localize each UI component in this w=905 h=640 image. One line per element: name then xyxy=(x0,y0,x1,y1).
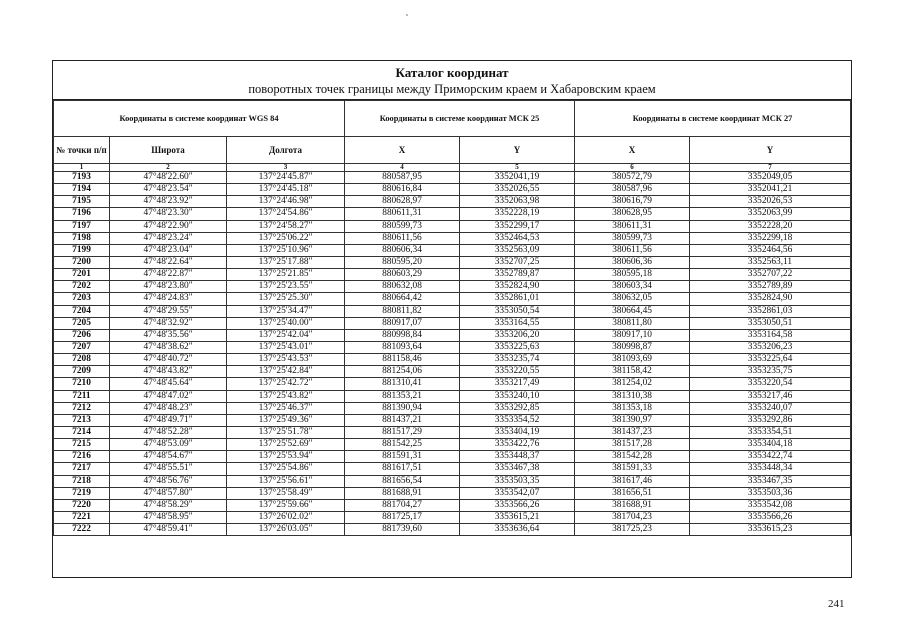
point-number-cell: 7213 xyxy=(54,414,110,426)
table-row xyxy=(54,524,851,536)
x-msk25-cell: 880811,82 xyxy=(345,305,460,317)
catalog-title-block xyxy=(53,61,851,100)
point-number-cell: 7221 xyxy=(54,511,110,523)
longitude-cell: 137°25'54.86" xyxy=(227,463,345,475)
x-msk27-cell: 381617,46 xyxy=(575,475,690,487)
table-row xyxy=(54,451,851,463)
latitude-cell: 47°48'58.95" xyxy=(110,511,227,523)
table-row xyxy=(54,256,851,268)
header-y-msk27: Y xyxy=(690,137,851,164)
column-number: 6 xyxy=(575,164,690,172)
longitude-cell: 137°24'45.87" xyxy=(227,172,345,184)
x-msk25-cell: 880587,95 xyxy=(345,172,460,184)
y-msk27-cell: 3353542,08 xyxy=(690,499,851,511)
y-msk27-cell: 3353225,64 xyxy=(690,354,851,366)
latitude-cell: 47°48'23.04" xyxy=(110,244,227,256)
longitude-cell: 137°24'54.86" xyxy=(227,208,345,220)
x-msk25-cell: 880599,73 xyxy=(345,220,460,232)
y-msk27-cell: 3352063,99 xyxy=(690,208,851,220)
latitude-cell: 47°48'38.62" xyxy=(110,341,227,353)
x-msk25-cell: 880606,34 xyxy=(345,244,460,256)
table-row xyxy=(54,269,851,281)
y-msk27-cell: 3352041,21 xyxy=(690,184,851,196)
x-msk27-cell: 380628,95 xyxy=(575,208,690,220)
x-msk25-cell: 881254,06 xyxy=(345,366,460,378)
y-msk27-cell: 3352026,53 xyxy=(690,196,851,208)
longitude-cell: 137°25'43.82" xyxy=(227,390,345,402)
column-number: 3 xyxy=(227,164,345,172)
x-msk25-cell: 880628,97 xyxy=(345,196,460,208)
x-msk27-cell: 381437,23 xyxy=(575,426,690,438)
y-msk25-cell: 3353566,26 xyxy=(460,499,575,511)
y-msk27-cell: 3353615,23 xyxy=(690,524,851,536)
x-msk27-cell: 381390,97 xyxy=(575,414,690,426)
point-number-cell: 7220 xyxy=(54,499,110,511)
x-msk25-cell: 881437,21 xyxy=(345,414,460,426)
y-msk25-cell: 3353448,37 xyxy=(460,451,575,463)
point-number-cell: 7218 xyxy=(54,475,110,487)
table-row xyxy=(54,366,851,378)
table-row xyxy=(54,378,851,390)
x-msk25-cell: 880611,31 xyxy=(345,208,460,220)
y-msk25-cell: 3353220,55 xyxy=(460,366,575,378)
y-msk25-cell: 3353503,35 xyxy=(460,475,575,487)
x-msk25-cell: 881739,60 xyxy=(345,524,460,536)
x-msk27-cell: 380611,31 xyxy=(575,220,690,232)
point-number-cell: 7210 xyxy=(54,378,110,390)
longitude-cell: 137°25'21.85" xyxy=(227,269,345,281)
y-msk27-cell: 3352049,05 xyxy=(690,172,851,184)
header-group-msk25: Координаты в системе координат МСК 25 xyxy=(345,101,575,137)
latitude-cell: 47°48'58.29" xyxy=(110,499,227,511)
table-row xyxy=(54,317,851,329)
column-number: 7 xyxy=(690,164,851,172)
latitude-cell: 47°48'23.80" xyxy=(110,281,227,293)
longitude-cell: 137°24'58.27" xyxy=(227,220,345,232)
longitude-cell: 137°25'52.69" xyxy=(227,439,345,451)
x-msk25-cell: 881353,21 xyxy=(345,390,460,402)
point-number-cell: 7204 xyxy=(54,305,110,317)
point-number-cell: 7219 xyxy=(54,487,110,499)
x-msk25-cell: 880998,84 xyxy=(345,329,460,341)
y-msk27-cell: 3352464,56 xyxy=(690,244,851,256)
latitude-cell: 47°48'45.64" xyxy=(110,378,227,390)
y-msk27-cell: 3353050,51 xyxy=(690,317,851,329)
longitude-cell: 137°25'42.84" xyxy=(227,366,345,378)
point-number-cell: 7194 xyxy=(54,184,110,196)
latitude-cell: 47°48'59.41" xyxy=(110,524,227,536)
y-msk27-cell: 3353292,86 xyxy=(690,414,851,426)
latitude-cell: 47°48'47.02" xyxy=(110,390,227,402)
header-group-wgs84: Координаты в системе координат WGS 84 xyxy=(54,101,345,137)
y-msk27-cell: 3353220,54 xyxy=(690,378,851,390)
y-msk25-cell: 3352026,55 xyxy=(460,184,575,196)
x-msk27-cell: 380998,87 xyxy=(575,341,690,353)
table-row xyxy=(54,196,851,208)
longitude-cell: 137°25'17.88" xyxy=(227,256,345,268)
y-msk25-cell: 3352707,25 xyxy=(460,256,575,268)
y-msk25-cell: 3353235,74 xyxy=(460,354,575,366)
column-number: 2 xyxy=(110,164,227,172)
y-msk25-cell: 3353615,21 xyxy=(460,511,575,523)
header-latitude: Широта xyxy=(110,137,227,164)
y-msk25-cell: 3353354,52 xyxy=(460,414,575,426)
x-msk27-cell: 380603,34 xyxy=(575,281,690,293)
catalog-subtitle: поворотных точек границы между Приморским краем и Хабаровским краем xyxy=(248,82,656,96)
longitude-cell: 137°24'46.98" xyxy=(227,196,345,208)
x-msk25-cell: 881390,94 xyxy=(345,402,460,414)
y-msk27-cell: 3353240,07 xyxy=(690,402,851,414)
coordinate-catalog xyxy=(52,60,852,578)
longitude-cell: 137°25'42.72" xyxy=(227,378,345,390)
point-number-cell: 7209 xyxy=(54,366,110,378)
longitude-cell: 137°25'56.61" xyxy=(227,475,345,487)
x-msk27-cell: 381591,33 xyxy=(575,463,690,475)
x-msk27-cell: 380587,96 xyxy=(575,184,690,196)
column-number: 4 xyxy=(345,164,460,172)
latitude-cell: 47°48'52.28" xyxy=(110,426,227,438)
point-number-cell: 7197 xyxy=(54,220,110,232)
latitude-cell: 47°48'22.64" xyxy=(110,256,227,268)
y-msk27-cell: 3352228,20 xyxy=(690,220,851,232)
point-number-cell: 7196 xyxy=(54,208,110,220)
x-msk27-cell: 380595,18 xyxy=(575,269,690,281)
point-number-cell: 7212 xyxy=(54,402,110,414)
latitude-cell: 47°48'22.90" xyxy=(110,220,227,232)
latitude-cell: 47°48'48.23" xyxy=(110,402,227,414)
table-row xyxy=(54,390,851,402)
table-row xyxy=(54,244,851,256)
point-number-cell: 7207 xyxy=(54,341,110,353)
longitude-cell: 137°26'03.05" xyxy=(227,524,345,536)
table-row xyxy=(54,341,851,353)
longitude-cell: 137°25'43.53" xyxy=(227,354,345,366)
y-msk27-cell: 3353206,23 xyxy=(690,341,851,353)
point-number-cell: 7199 xyxy=(54,244,110,256)
latitude-cell: 47°48'23.30" xyxy=(110,208,227,220)
point-number-cell: 7215 xyxy=(54,439,110,451)
y-msk25-cell: 3352861,01 xyxy=(460,293,575,305)
y-msk25-cell: 3353240,10 xyxy=(460,390,575,402)
table-row xyxy=(54,184,851,196)
x-msk25-cell: 880595,20 xyxy=(345,256,460,268)
longitude-cell: 137°26'02.02" xyxy=(227,511,345,523)
x-msk27-cell: 380917,10 xyxy=(575,329,690,341)
x-msk27-cell: 381517,28 xyxy=(575,439,690,451)
column-number-row xyxy=(54,164,851,172)
y-msk25-cell: 3353636,64 xyxy=(460,524,575,536)
latitude-cell: 47°48'29.55" xyxy=(110,305,227,317)
y-msk25-cell: 3353164,55 xyxy=(460,317,575,329)
x-msk27-cell: 380616,79 xyxy=(575,196,690,208)
longitude-cell: 137°25'51.78" xyxy=(227,426,345,438)
longitude-cell: 137°25'10.96" xyxy=(227,244,345,256)
y-msk25-cell: 3353467,38 xyxy=(460,463,575,475)
longitude-cell: 137°25'23.55" xyxy=(227,281,345,293)
latitude-cell: 47°48'53.09" xyxy=(110,439,227,451)
x-msk25-cell: 880616,84 xyxy=(345,184,460,196)
y-msk27-cell: 3353566,26 xyxy=(690,511,851,523)
y-msk25-cell: 3352299,17 xyxy=(460,220,575,232)
x-msk27-cell: 380572,79 xyxy=(575,172,690,184)
y-msk25-cell: 3352789,87 xyxy=(460,269,575,281)
point-number-cell: 7222 xyxy=(54,524,110,536)
column-number: 5 xyxy=(460,164,575,172)
header-longitude: Долгота xyxy=(227,137,345,164)
x-msk25-cell: 880917,07 xyxy=(345,317,460,329)
x-msk27-cell: 381254,02 xyxy=(575,378,690,390)
table-row xyxy=(54,354,851,366)
longitude-cell: 137°24'45.18" xyxy=(227,184,345,196)
x-msk27-cell: 381725,23 xyxy=(575,524,690,536)
x-msk25-cell: 881688,91 xyxy=(345,487,460,499)
page-number: 241 xyxy=(828,598,845,610)
latitude-cell: 47°48'32.92" xyxy=(110,317,227,329)
x-msk27-cell: 381158,42 xyxy=(575,366,690,378)
y-msk27-cell: 3353354,51 xyxy=(690,426,851,438)
point-number-cell: 7206 xyxy=(54,329,110,341)
y-msk25-cell: 3353225,63 xyxy=(460,341,575,353)
y-msk27-cell: 3352563,11 xyxy=(690,256,851,268)
latitude-cell: 47°48'35.56" xyxy=(110,329,227,341)
longitude-cell: 137°25'49.36" xyxy=(227,414,345,426)
y-msk25-cell: 3353422,76 xyxy=(460,439,575,451)
y-msk27-cell: 3353467,35 xyxy=(690,475,851,487)
x-msk25-cell: 881617,51 xyxy=(345,463,460,475)
y-msk27-cell: 3353503,36 xyxy=(690,487,851,499)
longitude-cell: 137°25'43.01" xyxy=(227,341,345,353)
table-row xyxy=(54,499,851,511)
longitude-cell: 137°25'58.49" xyxy=(227,487,345,499)
y-msk27-cell: 3352789,89 xyxy=(690,281,851,293)
table-row xyxy=(54,511,851,523)
point-number-cell: 7198 xyxy=(54,232,110,244)
y-msk27-cell: 3353164,58 xyxy=(690,329,851,341)
x-msk25-cell: 881517,29 xyxy=(345,426,460,438)
y-msk27-cell: 3352824,90 xyxy=(690,293,851,305)
x-msk25-cell: 880664,42 xyxy=(345,293,460,305)
table-row xyxy=(54,475,851,487)
y-msk25-cell: 3353050,54 xyxy=(460,305,575,317)
y-msk25-cell: 3353206,20 xyxy=(460,329,575,341)
table-row xyxy=(54,172,851,184)
y-msk27-cell: 3353448,34 xyxy=(690,463,851,475)
y-msk27-cell: 3353235,75 xyxy=(690,366,851,378)
table-row xyxy=(54,439,851,451)
x-msk25-cell: 880632,08 xyxy=(345,281,460,293)
header-x-msk25: X xyxy=(345,137,460,164)
x-msk25-cell: 881725,17 xyxy=(345,511,460,523)
latitude-cell: 47°48'22.60" xyxy=(110,172,227,184)
y-msk25-cell: 3352228,19 xyxy=(460,208,575,220)
y-msk27-cell: 3353404,18 xyxy=(690,439,851,451)
y-msk25-cell: 3352041,19 xyxy=(460,172,575,184)
point-number-cell: 7214 xyxy=(54,426,110,438)
y-msk27-cell: 3352707,22 xyxy=(690,269,851,281)
latitude-cell: 47°48'55.51" xyxy=(110,463,227,475)
latitude-cell: 47°48'22.87" xyxy=(110,269,227,281)
x-msk25-cell: 881591,31 xyxy=(345,451,460,463)
table-row xyxy=(54,220,851,232)
table-row xyxy=(54,487,851,499)
longitude-cell: 137°25'40.00" xyxy=(227,317,345,329)
x-msk25-cell: 880611,56 xyxy=(345,232,460,244)
latitude-cell: 47°48'49.71" xyxy=(110,414,227,426)
x-msk25-cell: 881656,54 xyxy=(345,475,460,487)
longitude-cell: 137°25'59.66" xyxy=(227,499,345,511)
point-number-cell: 7211 xyxy=(54,390,110,402)
x-msk25-cell: 881542,25 xyxy=(345,439,460,451)
x-msk27-cell: 381542,28 xyxy=(575,451,690,463)
x-msk25-cell: 881158,46 xyxy=(345,354,460,366)
x-msk27-cell: 380632,05 xyxy=(575,293,690,305)
y-msk25-cell: 3353217,49 xyxy=(460,378,575,390)
x-msk27-cell: 380811,80 xyxy=(575,317,690,329)
y-msk27-cell: 3352861,03 xyxy=(690,305,851,317)
latitude-cell: 47°48'54.67" xyxy=(110,451,227,463)
y-msk25-cell: 3353404,19 xyxy=(460,426,575,438)
table-row xyxy=(54,208,851,220)
coordinates-table xyxy=(53,100,851,536)
table-row xyxy=(54,414,851,426)
point-number-cell: 7200 xyxy=(54,256,110,268)
header-group-msk27: Координаты в системе координат МСК 27 xyxy=(575,101,851,137)
x-msk27-cell: 380599,73 xyxy=(575,232,690,244)
x-msk25-cell: 880603,29 xyxy=(345,269,460,281)
catalog-title: Каталог координат xyxy=(395,65,509,80)
latitude-cell: 47°48'23.24" xyxy=(110,232,227,244)
y-msk25-cell: 3353292,85 xyxy=(460,402,575,414)
point-number-cell: 7193 xyxy=(54,172,110,184)
latitude-cell: 47°48'23.54" xyxy=(110,184,227,196)
y-msk27-cell: 3352299,18 xyxy=(690,232,851,244)
latitude-cell: 47°48'57.80" xyxy=(110,487,227,499)
y-msk27-cell: 3353217,46 xyxy=(690,390,851,402)
x-msk27-cell: 380611,56 xyxy=(575,244,690,256)
table-row xyxy=(54,305,851,317)
table-row xyxy=(54,293,851,305)
y-msk25-cell: 3352824,90 xyxy=(460,281,575,293)
point-number-cell: 7205 xyxy=(54,317,110,329)
y-msk25-cell: 3353542,07 xyxy=(460,487,575,499)
longitude-cell: 137°25'42.04" xyxy=(227,329,345,341)
point-number-cell: 7208 xyxy=(54,354,110,366)
table-row xyxy=(54,463,851,475)
table-row xyxy=(54,232,851,244)
coordinates-table-body xyxy=(54,172,851,536)
y-msk25-cell: 3352063,98 xyxy=(460,196,575,208)
latitude-cell: 47°48'56.76" xyxy=(110,475,227,487)
header-point-number: № точки п/п xyxy=(54,137,110,164)
x-msk27-cell: 380664,45 xyxy=(575,305,690,317)
point-number-cell: 7216 xyxy=(54,451,110,463)
header-y-msk25: Y xyxy=(460,137,575,164)
point-number-cell: 7201 xyxy=(54,269,110,281)
x-msk27-cell: 381353,18 xyxy=(575,402,690,414)
longitude-cell: 137°25'34.47" xyxy=(227,305,345,317)
x-msk27-cell: 381310,38 xyxy=(575,390,690,402)
x-msk25-cell: 881704,27 xyxy=(345,499,460,511)
point-number-cell: 7217 xyxy=(54,463,110,475)
latitude-cell: 47°48'23.92" xyxy=(110,196,227,208)
latitude-cell: 47°48'40.72" xyxy=(110,354,227,366)
table-row xyxy=(54,426,851,438)
latitude-cell: 47°48'24.83" xyxy=(110,293,227,305)
x-msk25-cell: 881310,41 xyxy=(345,378,460,390)
longitude-cell: 137°25'53.94" xyxy=(227,451,345,463)
longitude-cell: 137°25'25.30" xyxy=(227,293,345,305)
point-number-cell: 7202 xyxy=(54,281,110,293)
x-msk25-cell: 881093,64 xyxy=(345,341,460,353)
longitude-cell: 137°25'46.37" xyxy=(227,402,345,414)
x-msk27-cell: 381688,91 xyxy=(575,499,690,511)
x-msk27-cell: 381656,51 xyxy=(575,487,690,499)
table-row xyxy=(54,281,851,293)
scan-speck xyxy=(406,14,408,16)
point-number-cell: 7195 xyxy=(54,196,110,208)
table-row xyxy=(54,402,851,414)
longitude-cell: 137°25'06.22" xyxy=(227,232,345,244)
table-row xyxy=(54,329,851,341)
x-msk27-cell: 381704,23 xyxy=(575,511,690,523)
x-msk27-cell: 381093,69 xyxy=(575,354,690,366)
point-number-cell: 7203 xyxy=(54,293,110,305)
y-msk25-cell: 3352563,09 xyxy=(460,244,575,256)
column-number: 1 xyxy=(54,164,110,172)
y-msk27-cell: 3353422,74 xyxy=(690,451,851,463)
x-msk27-cell: 380606,36 xyxy=(575,256,690,268)
latitude-cell: 47°48'43.82" xyxy=(110,366,227,378)
y-msk25-cell: 3352464,53 xyxy=(460,232,575,244)
header-x-msk27: X xyxy=(575,137,690,164)
